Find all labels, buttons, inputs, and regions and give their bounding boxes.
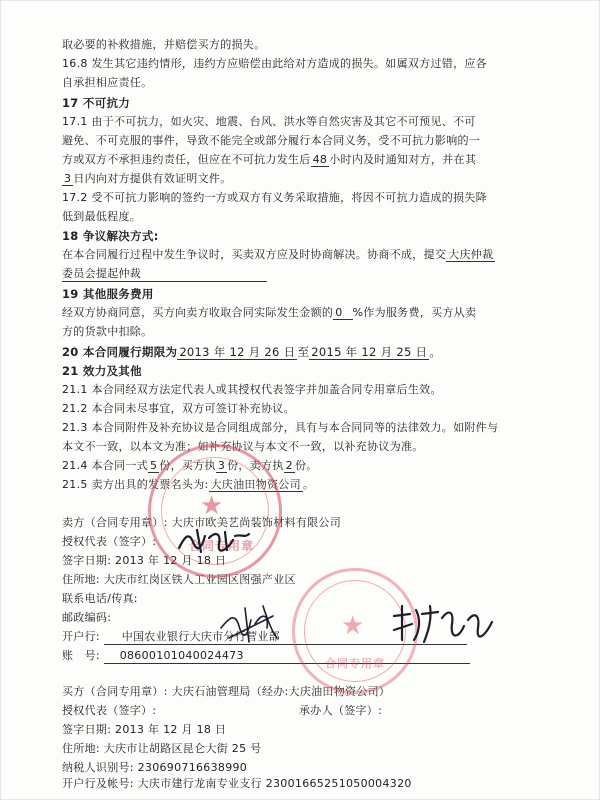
arbitration-body-line: 委员会提起仲裁	[62, 267, 267, 282]
buyer-bank-row: 开户行及帐号: 大庆市建行龙南专业支行 23001665251050004320	[62, 777, 412, 790]
clause-text: 方的货款中扣除。	[62, 325, 153, 338]
clause-21-3: 21.3 本合同附件及补充协议是合同组成部分，具有与本合同同等的法律效力。如附件与	[62, 421, 499, 434]
buyer-address-row: 住所地: 大庆市让胡路区昆仑大街 25 号	[62, 742, 262, 755]
buyer-tax-id: 230690716638990	[137, 761, 248, 774]
clause-text: 本文不一致，以本文为准；如补充协议与本文不一致，以补充协议为准。	[62, 440, 424, 453]
seller-date-row: 签字日期: 2013 年 12 月 18 日	[62, 554, 227, 567]
seller-address-row: 住所地: 大庆市红岗区铁人工业园区图强产业区	[62, 573, 296, 586]
seller-bank-row: 开户行: 中国农业银行大庆市分行营业部	[62, 630, 580, 645]
clause-19: 经双方协商同意，买方向卖方收取合同实际发生金额的 0 %作为服务费，买方从卖	[62, 306, 477, 319]
clause-text: 低到最低程度。	[62, 210, 142, 223]
buyer-rep-row: 授权代表（签字）: 承办人（签字）:	[62, 704, 383, 717]
seal-star-icon: ★	[200, 491, 224, 521]
clause-text: 方或双方不承担违约责任，但应在不可抗力发生后 48 小时内及时通知对方，并在其	[62, 153, 477, 166]
clause-21-4: 21.4 本合同一式 5 份，买方执 3 份，卖方执 2 份。	[62, 459, 318, 472]
section-18-title: 18 争议解决方式:	[62, 229, 159, 243]
seller-name: 大庆市欧美艺尚装饰材料有限公司	[171, 516, 342, 529]
buyer-date: 2013 年 12 月 18 日	[115, 723, 227, 736]
clause-text	[62, 267, 580, 282]
clause-21-2: 21.2 本合同未尽事宜，双方可签订补充协议。	[62, 402, 295, 415]
seal-star-icon: ★	[341, 611, 365, 641]
term-end: 2015 年 12 月 25 日	[311, 345, 428, 359]
seller-date: 2013 年 12 月 18 日	[115, 554, 227, 567]
clause-text: 避免、不可克服的事件，导致不能完全或部分履行本合同义务，受不可抗力影响的一	[62, 134, 481, 147]
clause-16-8: 16.8 发生其它违约情形，违约方应赔偿由此给对方造成的损失。如属双方过错，应各	[62, 57, 487, 70]
clause-text: 3 日内向对方提供有效证明文件。	[64, 172, 232, 185]
seller-account: 08600101040024473	[104, 649, 470, 664]
buyer-handler-label: 承办人（签字）:	[299, 704, 383, 717]
clause-21-5: 21.5 卖方出具的发票名头为: 大庆油田物资公司 。	[62, 478, 315, 491]
clause-17-1: 17.1 由于不可抗力，如火灾、地震、台风、洪水等自然灾害及其它不可预见、不可	[62, 115, 476, 128]
buyer-address: 大庆市让胡路区昆仑大街 25 号	[103, 742, 262, 755]
buyer-label-row: 买方（合同专用章）: 大庆石油管理局（经办:大庆油田物资公司）	[62, 685, 391, 698]
term-start: 2013 年 12 月 26 日	[179, 345, 296, 359]
service-fee-pct: 0	[333, 306, 352, 320]
clause-18: 在本合同履行过程中发生争议时，买卖双方应及时协商解决。协商不成，提交 大庆仲裁	[62, 248, 494, 261]
clause-20: 20 本合同履行期限为 2013 年 12 月 26 日 至 2015 年 12 月 25 日 。	[62, 345, 442, 359]
copies-buyer: 3	[217, 459, 226, 472]
seller-account-row: 账 号: 08600101040024473	[62, 649, 580, 664]
buyer-bank: 大庆市建行龙南专业支行 23001665251050004320	[137, 777, 412, 790]
seller-zip-row: 邮政编码:	[62, 611, 112, 624]
clause-17-2: 17.2 受不可抗力影响的签约一方或双方有义务采取措施，将因不可抗力造成的损失降	[62, 191, 487, 204]
buyer-date-row: 签字日期: 2013 年 12 月 18 日	[62, 723, 227, 736]
section-21-title: 21 效力及其他	[62, 364, 142, 378]
proof-days: 3	[64, 172, 72, 185]
copies-total: 5	[150, 459, 158, 472]
seller-company-seal: ★ 合同专用章	[148, 444, 282, 578]
arbitration-body: 大庆仲裁	[448, 248, 494, 261]
seller-bank: 中国农业银行大庆市分行营业部	[104, 630, 467, 645]
clause-text: 取必要的补救措施，并赔偿买方的损失。	[62, 38, 266, 51]
seller-address: 大庆市红岗区铁人工业园区图强产业区	[103, 573, 296, 586]
notice-hours: 48	[312, 153, 328, 166]
section-17-title: 17 不可抗力	[62, 96, 131, 110]
clause-text: 自承担相应责任。	[62, 76, 153, 89]
seller-label-row: 卖方（合同专用章）: 大庆市欧美艺尚装饰材料有限公司	[62, 516, 342, 529]
seller-tel-row: 联系电话/传真:	[62, 592, 138, 605]
seller-rep-row: 授权代表（签字）:	[62, 535, 157, 548]
invoice-title: 大庆油田物资公司	[210, 478, 301, 491]
buyer-company-seal: ★ 合同专用章	[292, 568, 418, 694]
copies-seller: 2	[285, 459, 293, 472]
buyer-name: 大庆石油管理局（经办:大庆油田物资公司）	[171, 685, 391, 698]
clause-21-1: 21.1 本合同经双方法定代表人或其授权代表签字并加盖合同专用章后生效。	[62, 383, 442, 396]
buyer-tax-row: 纳税人识别号: 230690716638990	[62, 761, 248, 774]
section-19-title: 19 其他服务费用	[62, 287, 154, 301]
